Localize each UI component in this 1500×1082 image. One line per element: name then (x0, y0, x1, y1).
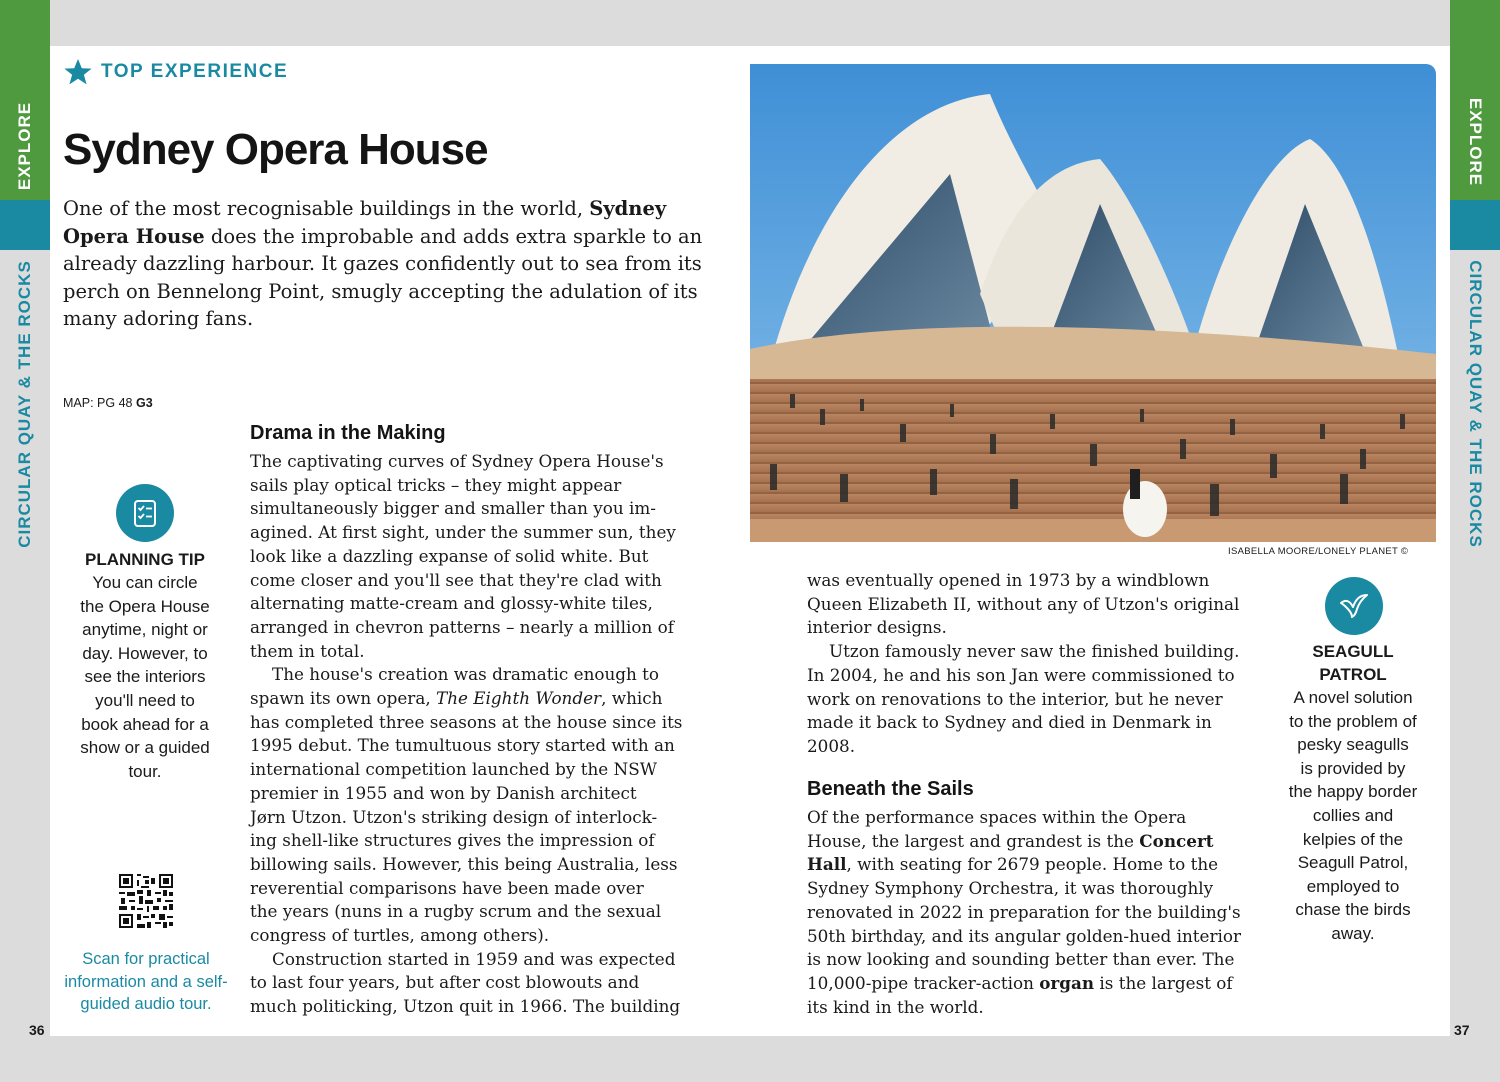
seagull-patrol-title: SEAGULL PATROL (1312, 642, 1394, 684)
planning-tip-title: PLANNING TIP (85, 550, 205, 569)
bird-icon (1325, 577, 1383, 635)
page-number-left: 36 (29, 1022, 45, 1038)
left-side-tab (0, 0, 50, 1082)
qr-code[interactable] (119, 874, 173, 928)
checklist-icon (116, 484, 174, 542)
photo-credit: ISABELLA MOORE/LONELY PLANET © (1228, 546, 1409, 557)
drama-body: The captivating curves of Sydney Opera House's sails play optical tricks – they might appear simultaneously bigger and smaller than you im- agined. At first sight, under the summer sun, they look like a dazzling expanse of solid white. But come closer and you'll see that they're clad with alternating matte-cream and glossy-white tiles, arranged in chevron patterns – nearly a million of them in total. The house's creation was dramatic enough to spawn its own opera, The Eighth Wonder, which has completed three seasons at the house since its 1995 debut. The tumultuous story started with an international competition launched by the NSW premier in 1955 and won by Danish architect Jørn Utzon. Utzon's striking design of interlock- ing shell-like structures gives the impression of billowing sails. However, this being Australia, less reverential comparisons have been made over the years (nuns in a rugby scrum and the sexual congress of turtles, among others). Construction started in 1959 and was expected to last four years, but after cost blowouts and much politicking, Utzon quit in 1966. The building (250, 451, 683, 1017)
star-icon (63, 58, 93, 86)
sails-body: Of the performance spaces within the Opera House, the largest and grandest is the Concert Hall, with seating for 2679 people. Home to the Sydney Symphony Orchestra, it was thoroughly renovated in 2022 in preparation for the building's 50th birthday, and its angular golden-hued interior is now looking and sounding better than ever. The 10,000-pipe tracker-action organ is the largest of its kind in the world. (807, 807, 1241, 1017)
planning-tip-body: You can circle the Opera House anytime, night or day. However, to see the interiors you'll need to book ahead for a show or a guided tour. (80, 573, 210, 781)
drama-heading: Drama in the Making (250, 422, 446, 444)
seagull-patrol-body: A novel solution to the problem of pesky seagulls is provided by the happy border collies and kelpies of the Seagull Patrol, employed to chase the birds away. (1288, 688, 1418, 943)
top-margin (0, 0, 1500, 46)
page-title: Sydney Opera House (63, 125, 488, 174)
bottom-margin (0, 1036, 1500, 1082)
map-reference: MAP: PG 48 G3 (63, 396, 153, 410)
opera-house-photo (750, 64, 1436, 542)
explore-tab-label: EXPLORE (1466, 97, 1485, 187)
right-side-tab (1450, 0, 1500, 1082)
sails-heading: Beneath the Sails (807, 778, 974, 800)
intro-paragraph: One of the most recognisable buildings in the world, Sydney Opera House does the improbable and adds extra sparkle to an already dazzling harbour. It gazes confidently out to sea from its perch on Bennelong Point, smugly accepting the adulation of its many adoring fans. (63, 197, 703, 330)
scan-caption: Scan for practical information and a self- guided audio tour. (64, 950, 228, 1013)
top-experience-label: TOP EXPERIENCE (63, 58, 288, 86)
section-tab-label: CIRCULAR QUAY & THE ROCKS (1466, 260, 1485, 548)
page-number-right: 37 (1454, 1022, 1470, 1038)
section-tab-label: CIRCULAR QUAY & THE ROCKS (15, 260, 34, 548)
continued-body: was eventually opened in 1973 by a windblown Queen Elizabeth II, without any of Utzon's original interior designs. Utzon famously never saw the finished building. In 2004, he and his son Jan were commissioned to work on renovations to the interior, but he never made it back to Sydney and died in Denmark in 2008. (807, 570, 1240, 756)
explore-tab-label: EXPLORE (15, 101, 34, 191)
